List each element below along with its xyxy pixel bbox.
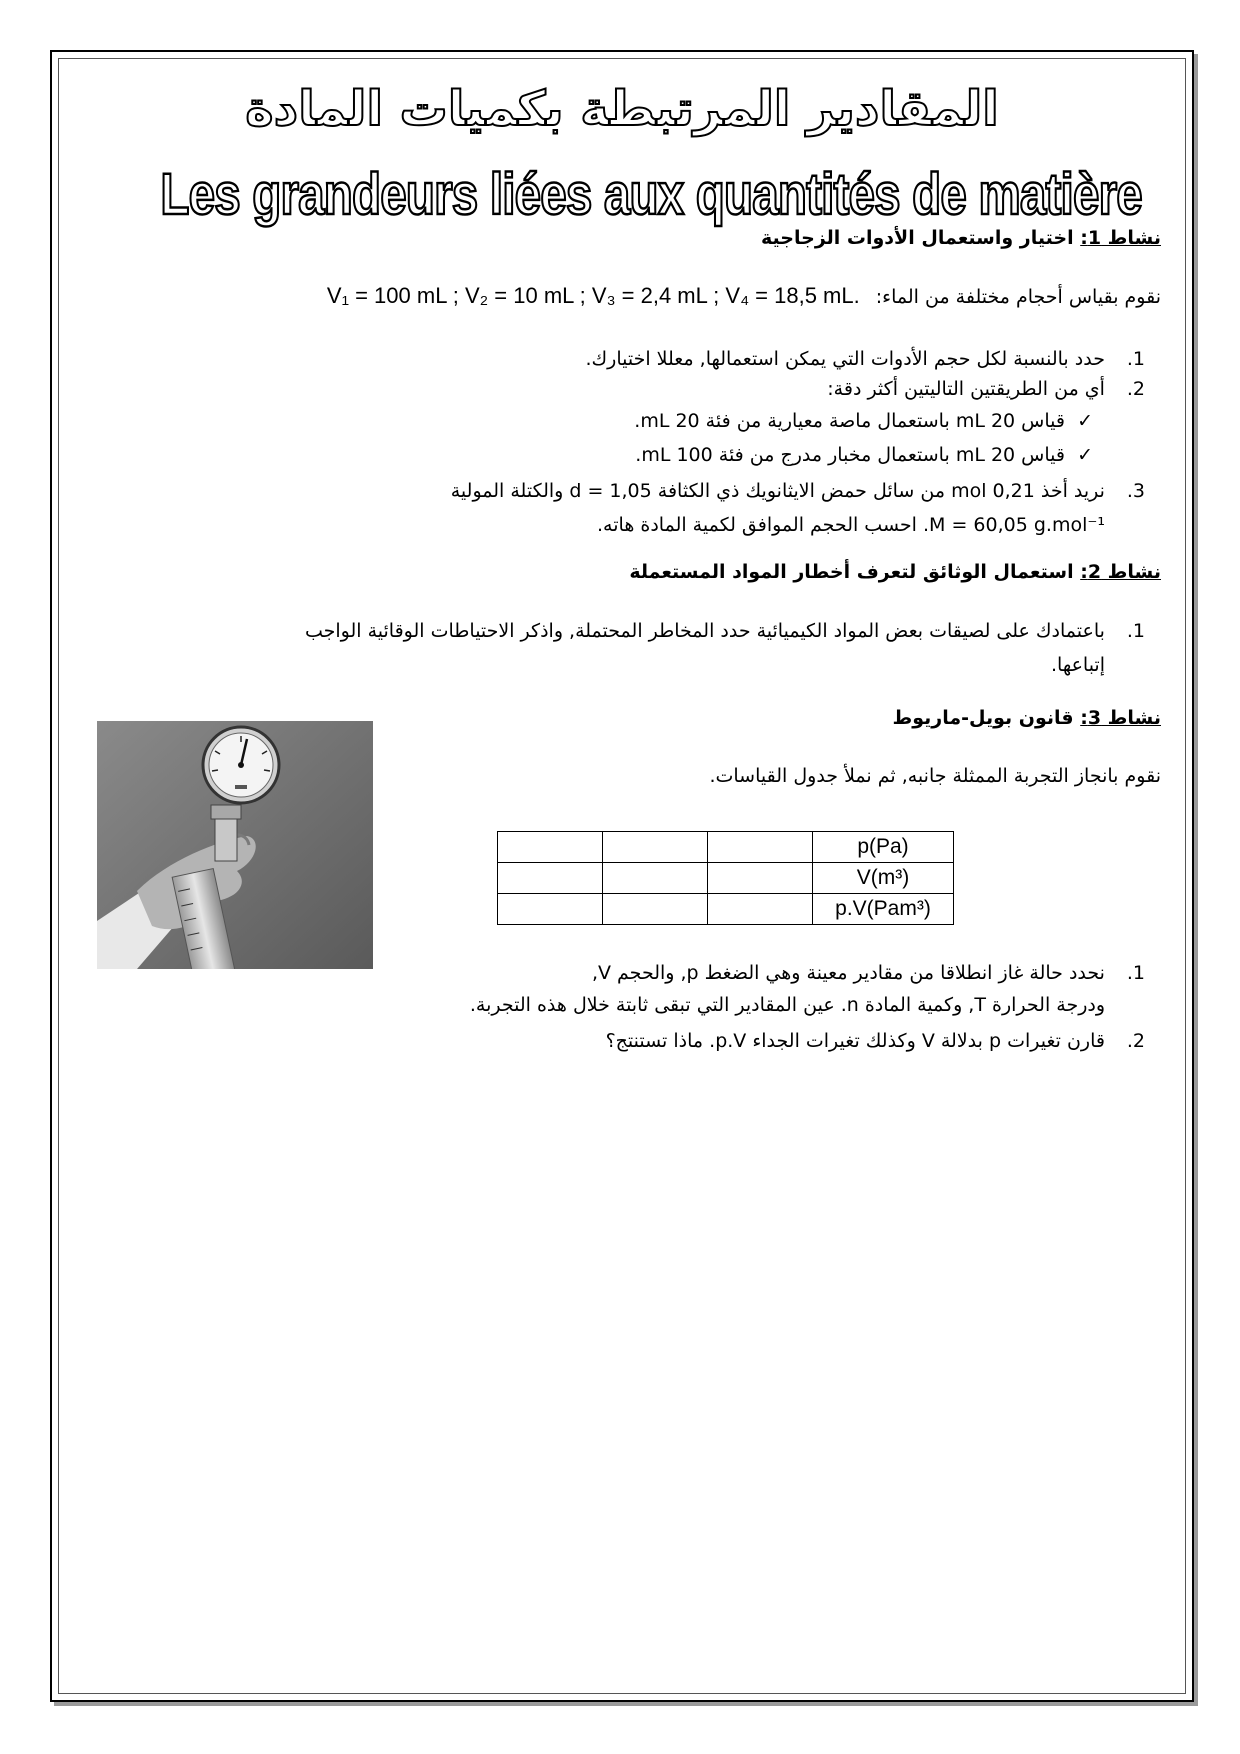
activity1-intro: نقوم بقياس أحجام مختلفة من الماء: V₁ = 100 mL ; V₂ = 10 mL ; V₃ = 2,4 mL ; V₄ = 18,5 mL.: [326, 283, 1161, 308]
activity3-label: نشاط 3:: [1080, 707, 1161, 729]
table-cell: [498, 863, 603, 894]
activity3-q1: 1. نحدد حالة غاز انطلاقا من مقادير معينة وهي الضغط p, والحجم V,: [591, 962, 1145, 984]
activity3-q2: 2. قارن تغيرات p بدلالة V وكذلك تغيرات الجداء p.V. ماذا تستنتج؟: [605, 1030, 1145, 1052]
activity1-q3-cont: M = 60,05 g.mol⁻¹. احسب الحجم الموافق لكمية المادة هاته.: [597, 514, 1105, 536]
volumes-formula: V₁ = 100 mL ; V₂ = 10 mL ; V₃ = 2,4 mL ; V₄ = 18,5 mL.: [326, 283, 860, 308]
table-row: [498, 863, 954, 894]
activity3-intro: نقوم بانجاز التجربة الممثلة جانبه, ثم نملأ جدول القياسات.: [709, 765, 1161, 787]
table-cell: [498, 894, 603, 925]
activity2-label: نشاط 2:: [1080, 561, 1161, 583]
activity2-title: استعمال الوثائق لتعرف أخطار المواد المستعملة: [629, 561, 1081, 583]
table-row: [498, 894, 954, 925]
table-row: [498, 832, 954, 863]
table-cell: [708, 863, 813, 894]
table-cell: [708, 894, 813, 925]
activity1-option1: ✓ قياس 20 mL باستعمال ماصة معيارية من فئة 20 mL.: [634, 410, 1093, 432]
activity2-q1-cont: إتباعها.: [1050, 654, 1105, 676]
check-icon: ✓: [1077, 444, 1093, 466]
activity2-heading: [629, 561, 1161, 583]
activity1-option2: ✓ قياس 20 mL باستعمال مخبار مدرج من فئة 100 mL.: [635, 444, 1093, 466]
title-french: Les grandeurs liées aux quantités de matière: [160, 162, 1142, 227]
page-frame: [50, 50, 1194, 1702]
syringe-manometer-photo: [97, 721, 373, 969]
activity3-q1-cont: ودرجة الحرارة T, وكمية المادة n. عين المقادير التي تبقى ثابتة خلال هذه التجربة.: [469, 994, 1105, 1016]
check-icon: ✓: [1077, 410, 1093, 432]
activity1-q3: 3. نريد أخذ 0,21 mol من سائل حمض الايثانويك ذي الكثافة d = 1,05 والكتلة المولية: [450, 480, 1145, 502]
activity1-label: نشاط 1:: [1080, 227, 1161, 249]
measurements-table: [497, 831, 954, 925]
row-label-pressure: p(Pa): [813, 832, 954, 863]
table-cell: [603, 894, 708, 925]
row-label-volume: V(m³): [813, 863, 954, 894]
activity3-heading: [892, 707, 1161, 729]
table-cell: [603, 863, 708, 894]
activity1-q1: 1. حدد بالنسبة لكل حجم الأدوات التي يمكن استعمالها, معللا اختيارك.: [585, 348, 1145, 370]
title-arabic: المقادير المرتبطة بكميات المادة: [245, 81, 999, 137]
inner-border: [58, 58, 1186, 1694]
row-label-product: p.V(Pam³): [813, 894, 954, 925]
table-cell: [498, 832, 603, 863]
table-cell: [708, 832, 813, 863]
activity3-title: قانون بويل-ماريوط: [892, 707, 1081, 729]
activity1-q2: 2. أي من الطريقتين التاليتين أكثر دقة:: [827, 378, 1145, 400]
syringe-manometer-illustration: [97, 721, 373, 969]
activity1-title: اختيار واستعمال الأدوات الزجاجية: [761, 227, 1081, 249]
table-cell: [603, 832, 708, 863]
activity2-q1: 1. باعتمادك على لصيقات بعض المواد الكيميائية حدد المخاطر المحتملة, واذكر الاحتياطات الوقائية الواجب: [305, 620, 1145, 642]
activity1-heading: [761, 227, 1161, 249]
